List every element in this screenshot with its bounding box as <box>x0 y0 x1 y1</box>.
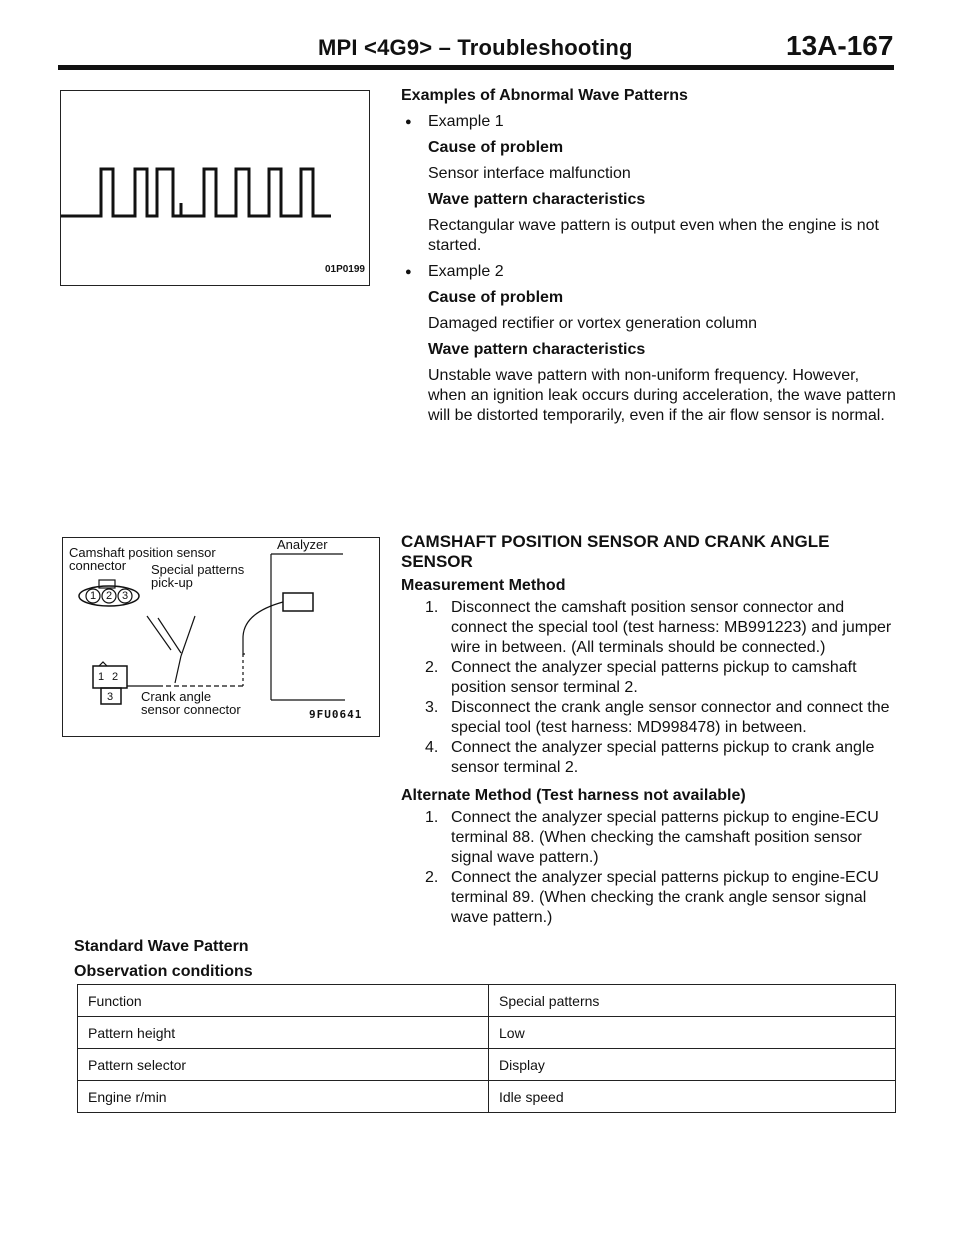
connection-diagram <box>62 537 380 737</box>
waveform-figure <box>60 90 370 286</box>
alternate-method-title: Alternate Method (Test harness not available) <box>401 787 746 804</box>
crank-pin-2: 2 <box>112 671 119 683</box>
example-1-cause: Sensor interface malfunction <box>428 165 631 182</box>
crank-pin-1: 1 <box>98 671 105 683</box>
page-number: 13A-167 <box>786 30 894 61</box>
cam-pin-1: 1 <box>90 590 97 602</box>
table-cell: Idle speed <box>489 1081 896 1113</box>
table-row <box>78 985 896 1017</box>
table-row <box>78 1081 896 1113</box>
alt-step-item: 2. Connect the analyzer special patterns pickup to engine-ECU terminal 89. (When checking the crank angle sensor signal wave pattern.) <box>425 869 879 926</box>
standard-wave-title: Standard Wave Pattern <box>74 938 249 955</box>
observation-title: Observation conditions <box>74 963 253 980</box>
page-title: MPI <4G9> – Troubleshooting <box>318 35 633 60</box>
example-1-label: ● Example 1 <box>401 112 901 132</box>
table-row <box>78 1049 896 1081</box>
alternate-steps <box>401 808 901 928</box>
table-cell: Low <box>489 1017 896 1049</box>
step-item: 3. Disconnect the crank angle sensor connector and connect the special tool (test harness: MD998478) in between. <box>425 699 890 736</box>
examples-title: Examples of Abnormal Wave Patterns <box>401 87 688 104</box>
table-cell: Engine r/min <box>78 1081 489 1113</box>
camshaft-section <box>401 532 901 936</box>
step-item: 2. Connect the analyzer special patterns pickup to camshaft position sensor terminal 2. <box>425 659 857 696</box>
example-2-cause-heading: Cause of problem <box>428 289 564 306</box>
examples-section <box>401 86 901 432</box>
table-cell: Display <box>489 1049 896 1081</box>
table-row <box>78 1017 896 1049</box>
analyzer-label: Analyzer <box>277 537 328 552</box>
example-2-cause: Damaged rectifier or vortex generation column <box>428 315 758 332</box>
crank-pin-3: 3 <box>107 691 114 703</box>
measurement-steps <box>401 598 901 778</box>
example-1-cause-heading: Cause of problem <box>428 139 564 156</box>
step-item: 1. Disconnect the camshaft position sensor connector and connect the special tool (test harness: MB991223) and jumper wire in between. (All terminals should be connected.) <box>425 599 892 656</box>
camshaft-sensor-label: Camshaft position sensor <box>69 545 216 560</box>
table-cell: Function <box>78 985 489 1017</box>
cam-pin-2: 2 <box>106 590 113 602</box>
figure-code: 9FU0641 <box>309 708 363 721</box>
table-cell: Special patterns <box>489 985 896 1017</box>
camshaft-title: CAMSHAFT POSITION SENSOR AND CRANK ANGLE SENSOR <box>401 532 830 571</box>
observation-table <box>77 984 896 1113</box>
crank-angle-label: Crank angle <box>141 689 212 704</box>
figure-code: 01P0199 <box>324 264 365 275</box>
crank-connector-label: sensor connector <box>141 702 241 717</box>
step-item: 4. Connect the analyzer special patterns pickup to crank angle sensor terminal 2. <box>425 739 875 776</box>
pickup-label: pick-up <box>151 575 193 590</box>
example-2-label: ● Example 2 <box>401 262 901 282</box>
example-1-wave: Rectangular wave pattern is output even when the engine is not started. <box>428 217 879 254</box>
abnormal-waveform-icon <box>61 91 369 285</box>
example-1-wave-heading: Wave pattern characteristics <box>428 191 646 208</box>
header-rule <box>58 65 894 70</box>
cam-pin-3: 3 <box>122 590 129 602</box>
example-2-wave-heading: Wave pattern characteristics <box>428 341 646 358</box>
alt-step-item: 1. Connect the analyzer special patterns pickup to engine-ECU terminal 88. (When checking the camshaft position sensor signal wave pattern.) <box>425 809 879 866</box>
example-2-wave: Unstable wave pattern with non-uniform frequency. However, when an ignition leak occurs during acceleration, the wave pattern will be distorted temporarily, even if the air flow sensor is normal. <box>428 367 896 424</box>
camshaft-connector-label: connector <box>69 558 127 573</box>
table-cell: Pattern selector <box>78 1049 489 1081</box>
table-cell: Pattern height <box>78 1017 489 1049</box>
measurement-method-title: Measurement Method <box>401 577 566 594</box>
special-patterns-label: Special patterns <box>151 562 245 577</box>
